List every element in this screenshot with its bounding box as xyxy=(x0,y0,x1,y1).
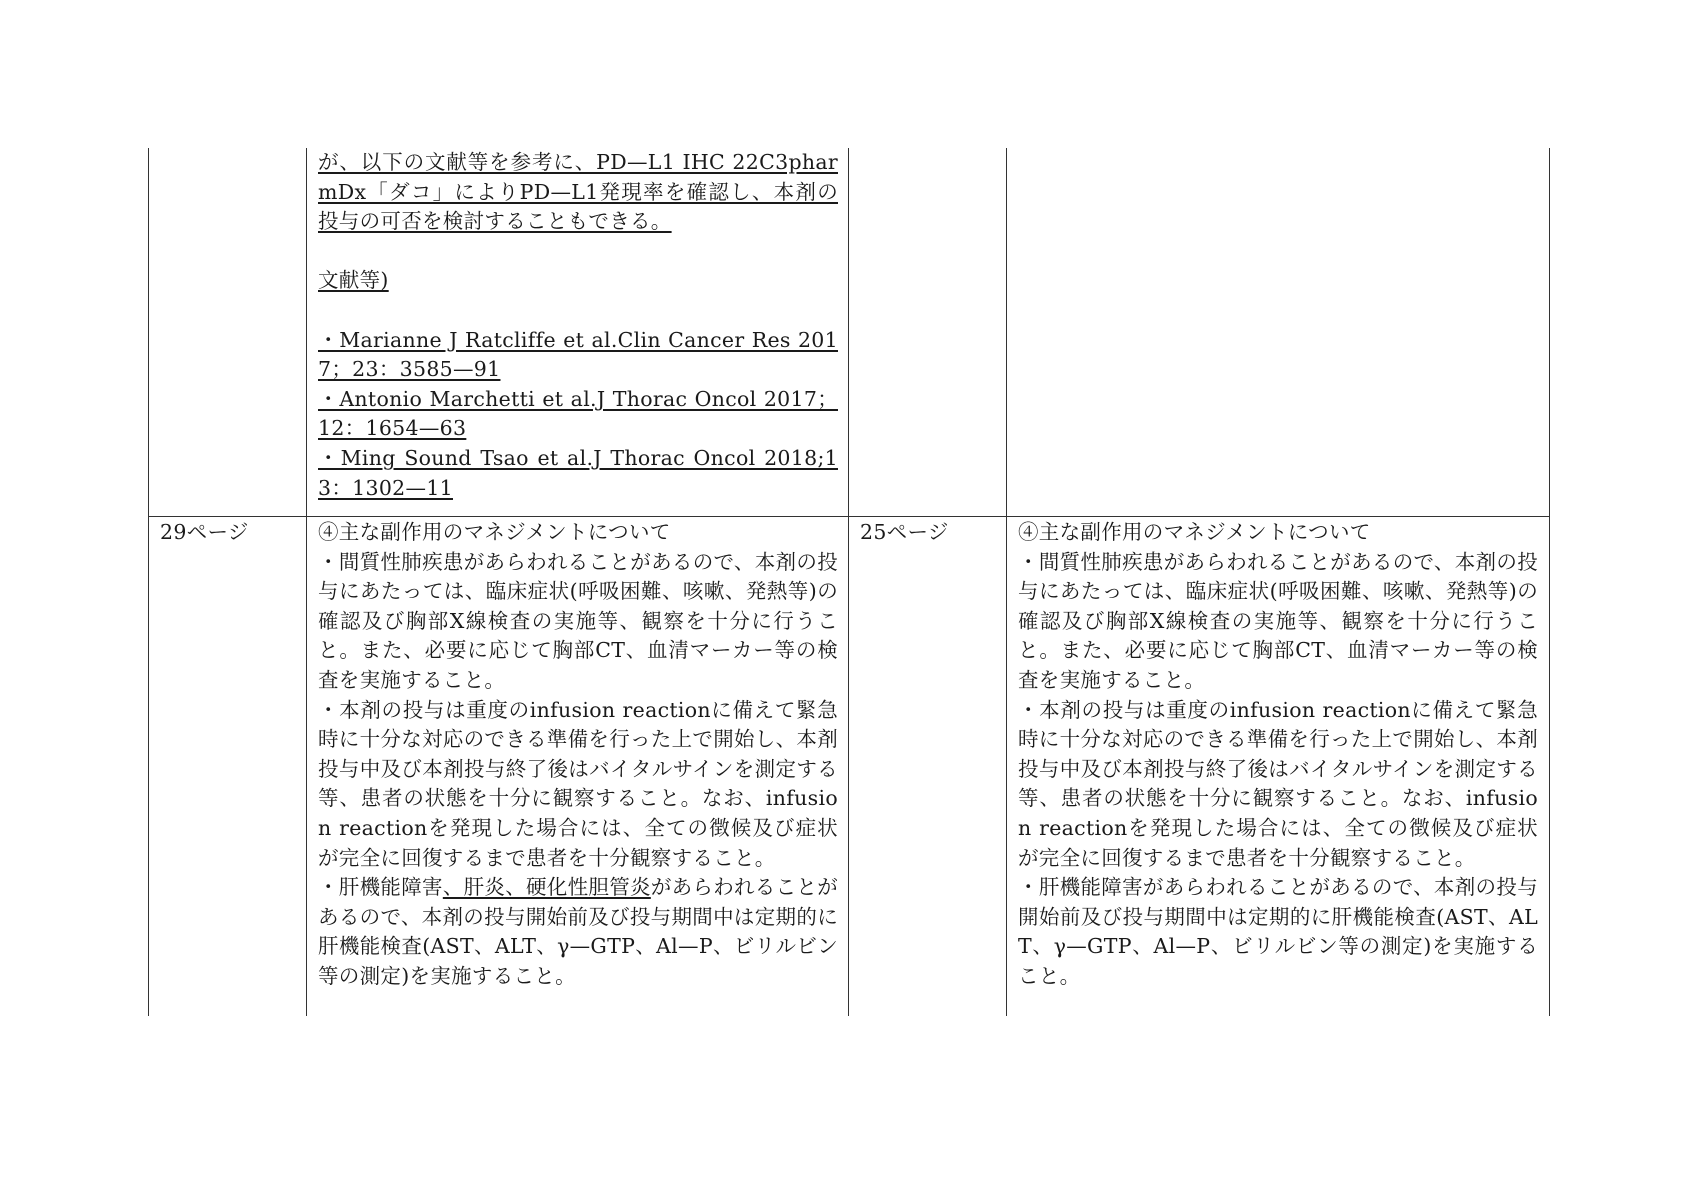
new-text-cell xyxy=(318,518,838,1014)
row-separator xyxy=(148,516,1550,517)
reference-item: ・Marianne J Ratcliffe et al.Clin Cancer Res 2017；23：3585—91 xyxy=(318,327,838,382)
comparison-table xyxy=(148,148,1550,1016)
top-new-intro: が、以下の文献等を参考に、PD—L1 IHC 22C3pharmDx「ダコ」によりPD—L1発現率を確認し、本剤の投与の可否を検討することもできる。 xyxy=(318,150,838,234)
new-paragraph-3-rest: があらわれることがあるので、本剤の投与開始前及び投与期間中は定期的に肝機能検査(AST、ALT、γ—GTP、Al—P、ビリルビン等の測定)を実施すること。 xyxy=(318,875,838,988)
old-paragraph-1: ・間質性肺疾患があらわれることがあるので、本剤の投与にあたっては、臨床症状(呼吸困難、咳嗽、発熱等)の確認及び胸部X線検査の実施等、観察を十分に行うこと。また、必要に応じて胸部CT、血清マーカー等の検査を実施すること。 xyxy=(1018,549,1538,692)
old-page-number: 25ページ xyxy=(860,520,949,544)
table-border-col1 xyxy=(306,148,307,1016)
top-new-text-cell xyxy=(318,148,838,514)
table-border-col3 xyxy=(1006,148,1007,1016)
table-border-col2 xyxy=(848,148,849,1016)
new-paragraph-2: ・本剤の投与は重度のinfusion reactionに備えて緊急時に十分な対応のできる準備を行った上で開始し、本剤投与中及び本剤投与終了後はバイタルサインを測定する等、患者の状態を十分に観察すること。なお、infusion reactionを発現した場合には、全ての徴候及び症状が完全に回復するまで患者を十分観察すること。 xyxy=(318,697,838,870)
table-border-right xyxy=(1549,148,1550,1016)
new-paragraph-3 xyxy=(318,873,838,991)
old-paragraph-2: ・本剤の投与は重度のinfusion reactionに備えて緊急時に十分な対応のできる準備を行った上で開始し、本剤投与中及び本剤投与終了後はバイタルサインを測定する等、患者の状態を十分に観察すること。なお、infusion reactionを発現した場合には、全ての徴候及び症状が完全に回復するまで患者を十分観察すること。 xyxy=(1018,697,1538,870)
reference-item: ・Ming Sound Tsao et al.J Thorac Oncol 2018;13：1302—11 xyxy=(318,445,838,500)
new-page-number: 29ページ xyxy=(160,520,249,544)
old-paragraph-3: ・肝機能障害があらわれることがあるので、本剤の投与開始前及び投与期間中は定期的に肝機能検査(AST、ALT、γ—GTP、Al—P、ビリルビン等の測定)を実施すること。 xyxy=(1018,875,1538,988)
old-section-heading: ④主な副作用のマネジメントについて xyxy=(1018,520,1371,544)
references-heading: 文献等) xyxy=(318,268,389,293)
table-border-left xyxy=(148,148,149,1016)
new-paragraph-1: ・間質性肺疾患があらわれることがあるので、本剤の投与にあたっては、臨床症状(呼吸困難、咳嗽、発熱等)の確認及び胸部X線検査の実施等、観察を十分に行うこと。また、必要に応じて胸部CT、血清マーカー等の検査を実施すること。 xyxy=(318,549,838,692)
new-page-number-cell xyxy=(160,518,300,558)
new-paragraph-3-prefix: ・肝機能障害 xyxy=(318,875,443,900)
new-section-heading: ④主な副作用のマネジメントについて xyxy=(318,520,671,544)
new-paragraph-3-added: 、肝炎、硬化性胆管炎 xyxy=(442,875,651,900)
spacer xyxy=(318,237,838,267)
old-text-cell xyxy=(1018,518,1538,1014)
reference-item: ・Antonio Marchetti et al.J Thorac Oncol 2017；12：1654—63 xyxy=(318,386,838,441)
old-page-number-cell xyxy=(860,518,1000,558)
spacer xyxy=(318,296,838,326)
